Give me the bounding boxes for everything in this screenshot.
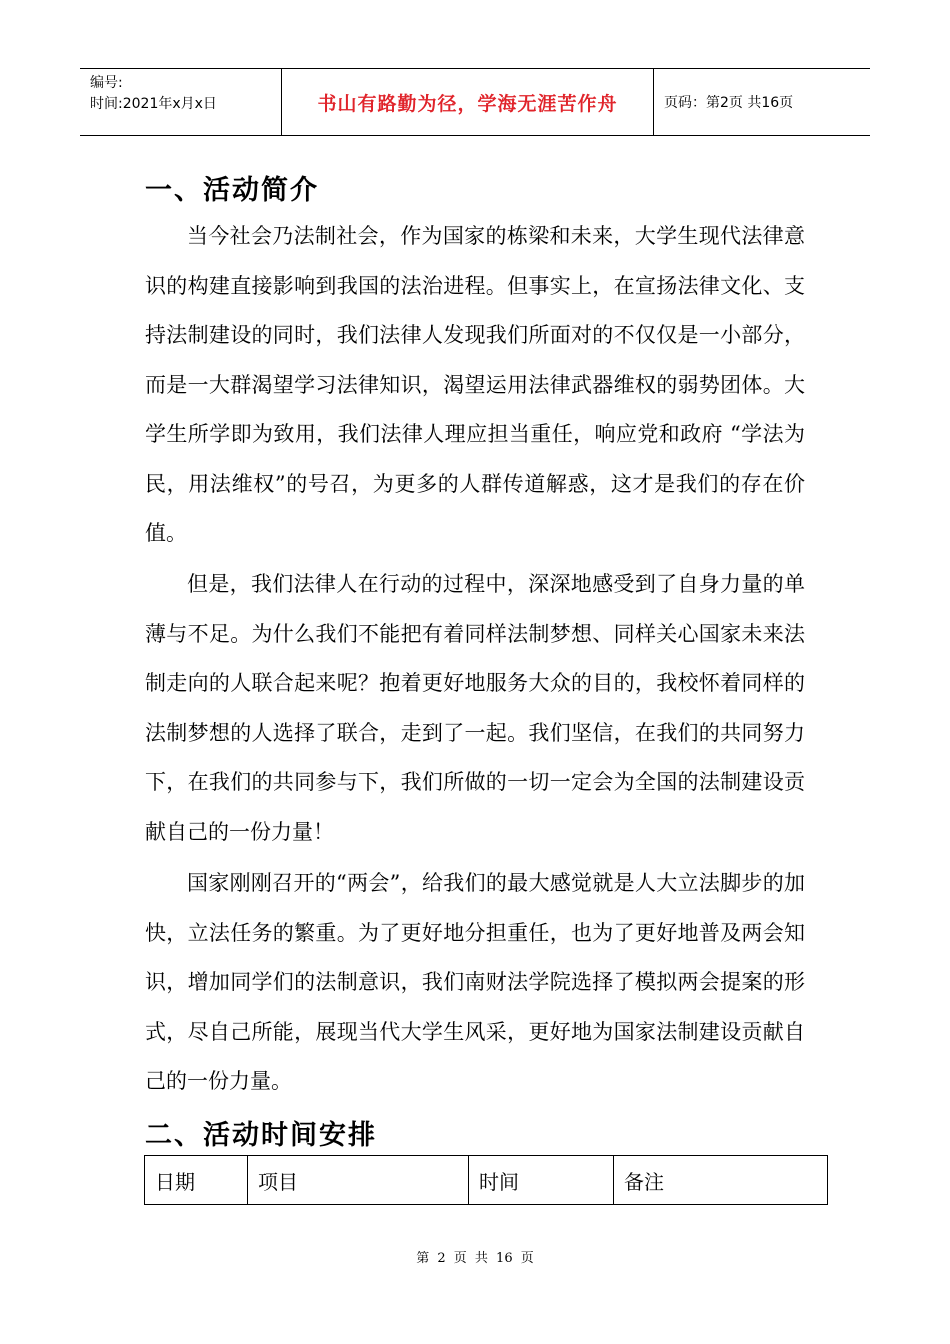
- intro-paragraph-2: 但是，我们法律人在行动的过程中，深深地感受到了自身力量的单薄与不足。为什么我们不能把有着同样法制梦想、同样关心国家未来法制走向的人联合起来呢？抱着更好地服务大众的目的，我校怀着同样的法制梦想的人选择了联合，走到了一起。我们坚信，在我们的共同努力下，在我们的共同参与下，我们所做的一切一定会为全国的法制建设贡献自己的一份力量！: [145, 572, 805, 844]
- intro-paragraph-3: 国家刚刚召开的“两会”，给我们的最大感觉就是人大立法脚步的加快，立法任务的繁重。为了更好地分担重任，也为了更好地普及两会知识，增加同学们的法制意识，我们南财法学院选择了模拟两会提案的形式，尽自己所能，展现当代大学生风采，更好地为国家法制建设贡献自己的一份力量。: [145, 871, 805, 1093]
- document-date: 时间:2021年x月x日: [90, 96, 217, 112]
- section-title-schedule: 二、活动时间安排: [145, 1120, 377, 1151]
- page-footer: 第 2 页 共 16 页: [416, 1251, 534, 1266]
- column-header-remarks: 备注: [614, 1156, 828, 1205]
- header-meta: [80, 69, 282, 135]
- header-page-info: 页码：第2页 共16页: [664, 95, 794, 111]
- intro-paragraph-1: 当今社会乃法制社会，作为国家的栋梁和未来，大学生现代法律意识的构建直接影响到我国的法治进程。但事实上，在宣扬法律文化、支持法制建设的同时，我们法律人发现我们所面对的不仅仅是一小部分，而是一大群渴望学习法律知识，渴望运用法律武器维权的弱势团体。大学生所学即为致用，我们法律人理应担当重任，响应党和政府 “学法为民，用法维权”的号召，为更多的人群传道解惑，这才是我们的存在价值。: [145, 224, 805, 545]
- column-header-time: 时间: [469, 1156, 614, 1205]
- column-header-item: 项目: [248, 1156, 469, 1205]
- schedule-table-header-row: [145, 1156, 828, 1205]
- page-header: [80, 68, 870, 136]
- document-number-label: 编号:: [90, 75, 123, 91]
- schedule-table: [144, 1155, 828, 1205]
- header-motto-cell: [282, 69, 654, 135]
- header-motto: 书山有路勤为径，学海无涯苦作舟: [317, 92, 618, 115]
- section-title-activity-intro: 一、活动简介: [145, 175, 319, 206]
- column-header-date: 日期: [145, 1156, 248, 1205]
